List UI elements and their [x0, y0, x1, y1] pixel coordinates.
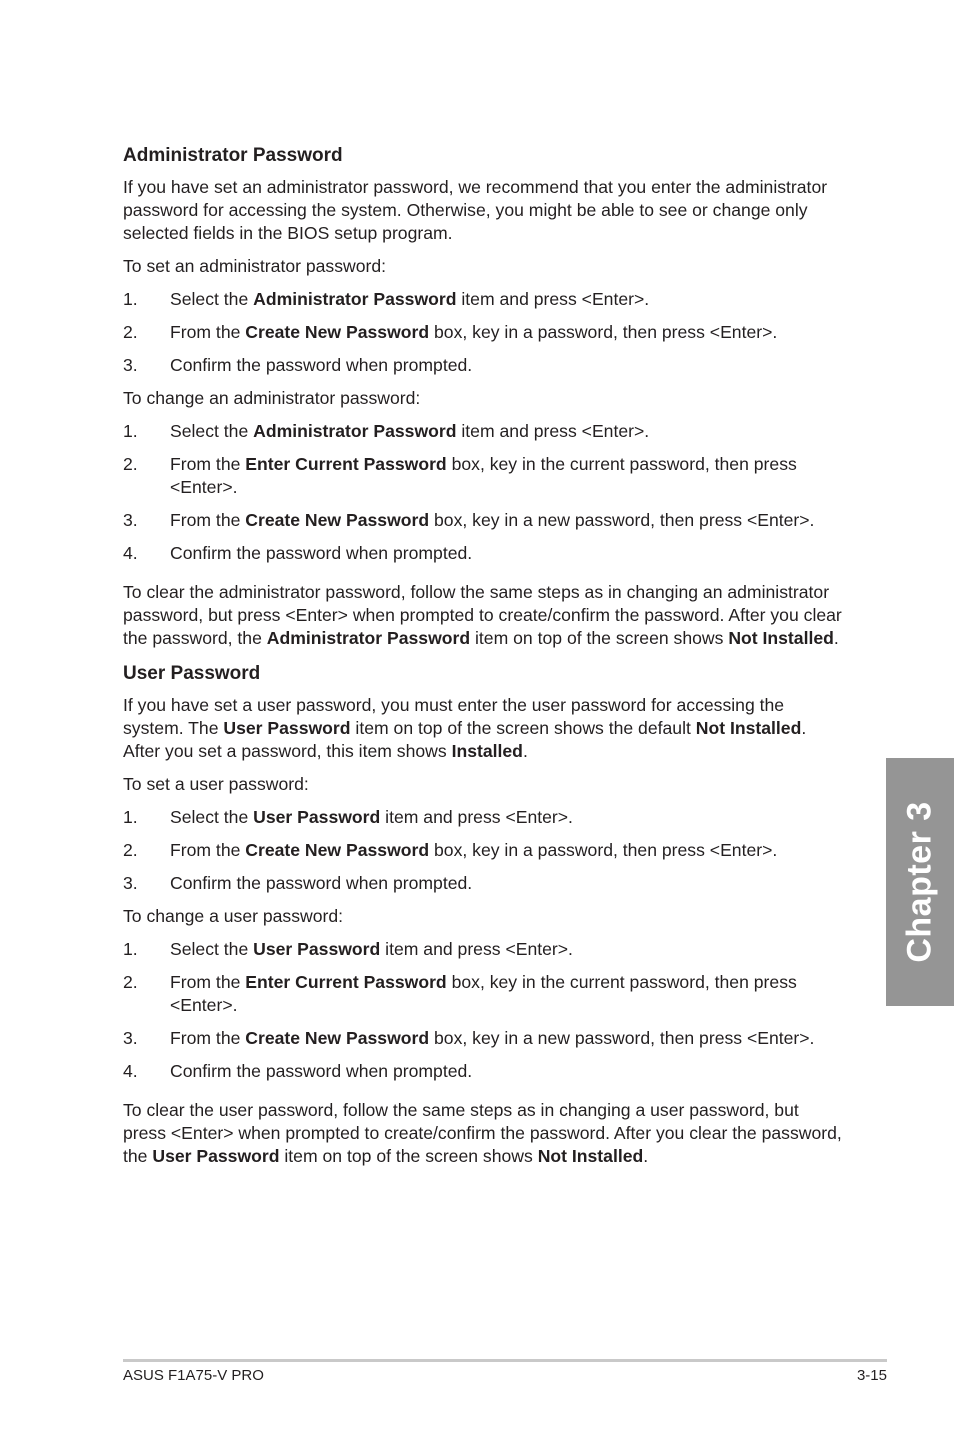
- footer-divider: [123, 1359, 887, 1362]
- user-set-title: To set a user password:: [123, 774, 309, 794]
- user-password-heading: User Password: [123, 663, 261, 684]
- user-change-title: To change a user password:: [123, 906, 344, 926]
- user-change-steps: [123, 938, 843, 1083]
- admin-set-title: To set an administrator password:: [123, 256, 387, 276]
- user-intro: If you have set a user password, you must enter the user password for accessing the system. The User Password item on top of the screen shows the default Not Installed. After you set a password, this item shows Installed.: [123, 695, 807, 761]
- list-item: 1. Select the User Password item and press <Enter>.: [123, 807, 573, 827]
- list-item: 2. From the Enter Current Password box, key in the current password, then press <Enter>.: [123, 972, 797, 1015]
- admin-set-steps: [123, 288, 843, 377]
- page-content: [123, 144, 843, 1178]
- list-item: 2. From the Enter Current Password box, key in the current password, then press <Enter>.: [123, 454, 797, 497]
- list-item: 3. Confirm the password when prompted.: [123, 355, 473, 375]
- list-item: 3. Confirm the password when prompted.: [123, 873, 473, 893]
- list-item: 2. From the Create New Password box, key in a password, then press <Enter>.: [123, 322, 778, 342]
- list-item: 3. From the Create New Password box, key in a new password, then press <Enter>.: [123, 1028, 815, 1048]
- list-item: 2. From the Create New Password box, key in a password, then press <Enter>.: [123, 840, 778, 860]
- admin-password-heading: Administrator Password: [123, 145, 343, 166]
- footer-product-name: ASUS F1A75-V PRO: [123, 1367, 264, 1384]
- list-item: 4. Confirm the password when prompted.: [123, 1061, 473, 1081]
- admin-intro: If you have set an administrator password, we recommend that you enter the administrator password for accessing the system. Otherwise, you might be able to see or change only selected fields in the BIOS setup program.: [123, 177, 828, 243]
- chapter-tab: [886, 758, 954, 1006]
- footer-page-number: 3-15: [856, 1367, 887, 1384]
- admin-clear-paragraph: To clear the administrator password, follow the same steps as in changing an administrator password, but press <Enter> when prompted to create/confirm the password. After you clear the password, the Administrator Password item on top of the screen shows Not Installed.: [123, 582, 842, 648]
- user-set-steps: [123, 806, 843, 895]
- list-item: 1. Select the User Password item and press <Enter>.: [123, 939, 573, 959]
- list-item: 1. Select the Administrator Password item and press <Enter>.: [123, 421, 650, 441]
- admin-change-steps: [123, 420, 843, 565]
- admin-change-title: To change an administrator password:: [123, 388, 421, 408]
- list-item: 3. From the Create New Password box, key in a new password, then press <Enter>.: [123, 510, 815, 530]
- chapter-tab-label: Chapter 3: [900, 801, 939, 963]
- user-clear-paragraph: To clear the user password, follow the same steps as in changing a user password, but press <Enter> when prompted to create/confirm the password. After you clear the password, the User Password item on top of the screen shows Not Installed.: [123, 1100, 842, 1166]
- list-item: 4. Confirm the password when prompted.: [123, 543, 473, 563]
- list-item: 1. Select the Administrator Password item and press <Enter>.: [123, 289, 650, 309]
